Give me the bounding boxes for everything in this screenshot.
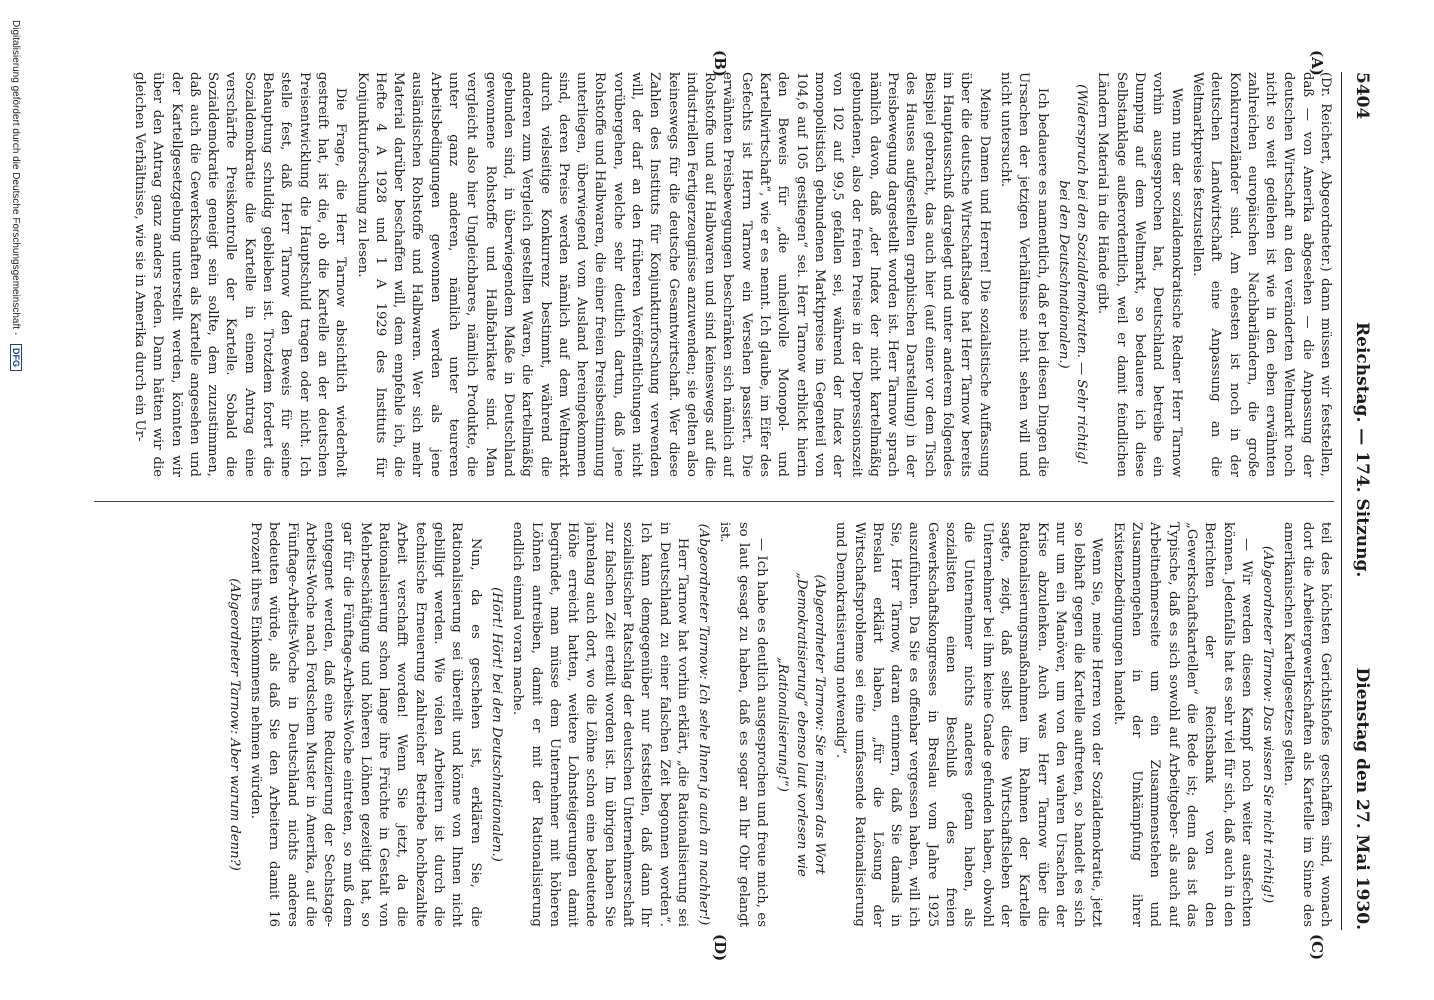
margin-marker-d: (D) [711,934,729,962]
left-column [84,72,1334,477]
paragraph: teil des höchsten Gerichtshofes geschaffen sind, wonach dort die Arbeitergewerkschaften als Kartelle im Sinne des amerikanischen Kartellgesetzes gelten. [1281,522,1333,927]
dfg-logo: DFG [10,344,22,371]
paragraph: Die Frage, die Herr Tarnow absichtlich wiederholt gestreift hat, ist die, ob die Kartelle an der deutschen Preisentwicklung die Hauptschuld tragen oder nicht. Ich stelle fest, daß Herr Tarnow den Beweis für seine Behauptung schuldig geblieben ist. Trotzdem fordert die Sozialdemokratie die Kartelle in einem Antrag eine verschärfte Preiskontrolle der Kartelle. Sobald die Sozialdemokratie geneigt sein sollte, dem zuzustimmen, daß auch die Gewerkschaften als Kartelle angesehen und der Kartellgesetzgebung unterstellt werden, könnten wir über den Antrag ganz anders reden. Dann hätten wir die gleichen Verhältnisse, wie sie in Amerika durch ein Ur- [132,72,349,477]
paragraph: Herr Tarnow hat vorhin erklärt, „die Rationalisierung sei in Deutschland zu einer falschen Zeit begonnen worden“. Ich kann demgegenüber nur feststellen, daß dann Ihr sozialistischer Ratschlag der deutschen Unternehmerschaft zur falschen Zeit erteilt worden ist. Im übrigen haben Sie jahrelang auch dort, wo die Löhne schon eine bedeutende Höhe erreicht hatten, weitere Lohnsteigerungen damit begründet, man müsse dem Unternehmer mit höheren Löhnen antreiben, damit er mit der Rationalisierung endlich einmal voran mache. [510,522,690,927]
margin-marker-b: (B) [711,50,729,77]
interjection: (Abgeordneter Tarnow: Das wissen Sie nicht richtig!) [1260,545,1276,904]
interjection: (Abgeordneter Tarnow: Aber warum denn?) [226,578,242,871]
credit-text: Digitalisierung gefördert durch die Deutsche Forschungsgemeinschaft - [10,20,21,336]
paragraph: Wenn Sie, meine Herren von der Sozialdemokratie, jetzt so lebhaft gegen die Kartelle auftreten, so handelt es sich nur um ein Manöver, um von den wahren Ursachen der Krise abzulenken. Auch was Herr Tarnow über die Rationalisierungsmaßnahmen im Rahmen der Kartelle sagte, zeigt, daß selbst diese Wirtschaftsleben der Unternehmer bei ihm keine Gnade gefunden haben, obwohl die Unternehmer nichts anderes getan haben, als sozialisten einen Beschluß des freien Gewerkschaftskongresses in Breslau vom Jahre 1925 auszuführen. Da Sie es offenbar vergessen haben, will ich Sie, Herr Tarnow, daran erinnern, daß Sie damals in Breslau erklärt haben, „für die Lösung der Wirtschaftsprobleme sei eine umfassende Rationalisierung und Demokratisierung notwendig“. [833,522,1105,927]
header-title: Reichstag. — 174. Sitzung. [1352,322,1372,578]
paragraph: Wenn nun der sozialdemokratische Redner Herr Tarnow vorhin ausgesprochen hat, Deutschland betreibe ein Dumping auf dem Weltmarkt, so bedauere ich diese Selbstanklage außerordentlich, weil er damit feindlichen Ländern Material in die Hände gibt. [1095,72,1184,477]
digitization-credit [10,20,22,1000]
paragraph: Nun, da es geschehen ist, erklären Sie, die Rationalisierung sei übereilt und könne von Ihnen nicht gebilligt werden. Wie vielen Arbeitern ist durch die technische Erneuerung zahlreicher Betriebe hochbezahlte Arbeit verschafft worden! Wenn Sie jetzt, da die Rationalisierung schon lange ihre Früchte in Gestalt von Mehrbeschäftigung und höheren Löhnen gezeitigt hat, so gar für die Fünftage-Arbeits-Woche eintreten, so muß dem entgegnet werden, daß eine Reduzierung der Sechstage-Arbeits-Woche nach Fordschem Muster in Amerika, auf die Fünftage-Arbeits-Woche in Deutschland nichts anderes bedeuten würde, als daß Sie den Arbeitern damit 16 Prozent ihres Einkommens nehmen würden. [248,522,483,927]
paragraph: Ich bedauere es namentlich, daß er bei diesen Dingen die Ursachen der jetzigen Verhältnisse nicht sehen will und nicht untersucht. [997,72,1050,477]
right-column [84,522,1334,927]
paragraph: — Wir werden diesen Kampf noch weiter ausfechten können. Jedenfalls hat es sehr viel für sich, daß auch in den Berichten der Reichsbank von den „Gewerkschaftskartellen“ die Rede ist; denn das ist das Typische, daß es sich sowohl auf Arbeitgeber- als auch auf Arbeitnehmerseite um ein Zusammenstehen und Zusammengehen in der Umkämpfung ihrer Existenzbedingungen handelt. [1110,522,1254,927]
interjection: (Abgeordneter Tarnow: Ich sehe Ihnen ja auch an nachher!) [696,523,712,926]
interjection: (Hört! Hört! bei den Deutschnationalen.) [488,587,504,862]
interjection: (Widerspruch bei den Sozialdemokraten. — Sehr richtig! bei den Deutschnationalen.) [1055,84,1090,465]
interjection: (Abgeordneter Tarnow: Sie müssen das Wort „Demokratisierung“ ebenso laut vorlesen wie „Rationalisierung!“) [775,572,827,877]
paragraph: (Dr. Reichert, Abgeordneter.) dann müssen wir feststellen, daß — von Amerika abgesehen — die Anpassung der deutschen Wirtschaft an den veränderten Weltmarkt noch nicht so weit gediehen ist wie in den eben erwähnten zahlreichen europäischen Nachbarländern, die große Konkurrenzländer sind. Am ehesten ist noch in der deutschen Landwirtschaft eine Anpassung an die Weltmarktpreise festzustellen. [1189,72,1333,477]
page-number: 5404 [1352,72,1372,120]
paragraph: Meine Damen und Herren! Die sozialistische Auffassung über die deutsche Wirtschaftslage hat Herr Tarnow bereits im Hauptausschuß dargelegt und unter anderem folgendes Beispiel gebracht, das auch hier (auf einer vor dem Tisch des Hauses aufgestellten graphischen Darstellung) in der Preisbewegung dargestellt worden ist. Herr Tarnow sprach nämlich davon, daß „der Index der nicht kartellmäßig gebundenen, also der freien Preise in der Depressionszeit von 102 auf 99,5 gefallen sei, während der Index der monopolistisch gebundenen Marktpreise im Gegenteil von 104,6 auf 105 gestiegen“ sei. Herr Tarnow erblickt hierin den Beweis für „die unheilvolle Monopol- und Kartellwirtschaft“, wie er es nennt. Ich glaube, im Eifer des Gefechts ist Herrn Tarnow ein Versehen passiert. Die erwähnten Preisbewegungen beschränken sich nämlich auf Rohstoffe und auf Halbwaren und sind keineswegs auf die industriellen Fertigerzeugnisse anzuwenden; sie gelten also keineswegs für die deutsche Gesamtwirtschaft. Wer diese Zahlen des Instituts für Konjunkturforschung verwenden will, der darf an den früheren Veröffentlichungen nicht vorübergehen, welche sehr deutlich dartun, daß jene Rohstoffe und Halbwaren, die einer freien Preisbestimmung unterliegen, überwiegend vom Ausland hereingekommen sind, deren Preise werden nämlich auf dem Weltmarkt durch vielseitige Konkurrenz bestimmt, während die anderen zum Vergleich gestellten Waren, die kartellmäßig gebunden sind, in überwiegendem Maße in Deutschland gewonnene Rohstoffe und Halbfabrikate sind. Man vergleicht also hier Ungleichbares, nämlich Produkte, die unter ganz anderen, nämlich unter teureren Arbeitsbedingungen gewonnen werden als jene ausländischen Rohstoffe und Halbwaren. Wer sich mehr Material darüber beschaffen will, dem empfehle ich, die Hefte 4 A 1928 und 1 A 1929 des Instituts für Konjunkturforschung zu lesen. [354,72,992,477]
column-divider [94,501,1334,502]
page-header [1341,72,1372,930]
margin-marker-c: (C) [1308,934,1326,961]
header-date: Dienstag den 27. Mai 1930. [1352,667,1372,930]
margin-marker-a: (A) [1308,50,1326,76]
paragraph: — Ich habe es deutlich ausgesprochen und freue mich, es so laut gesagt zu haben, daß es sogar an Ihr Ohr gelangt ist. [717,522,770,927]
